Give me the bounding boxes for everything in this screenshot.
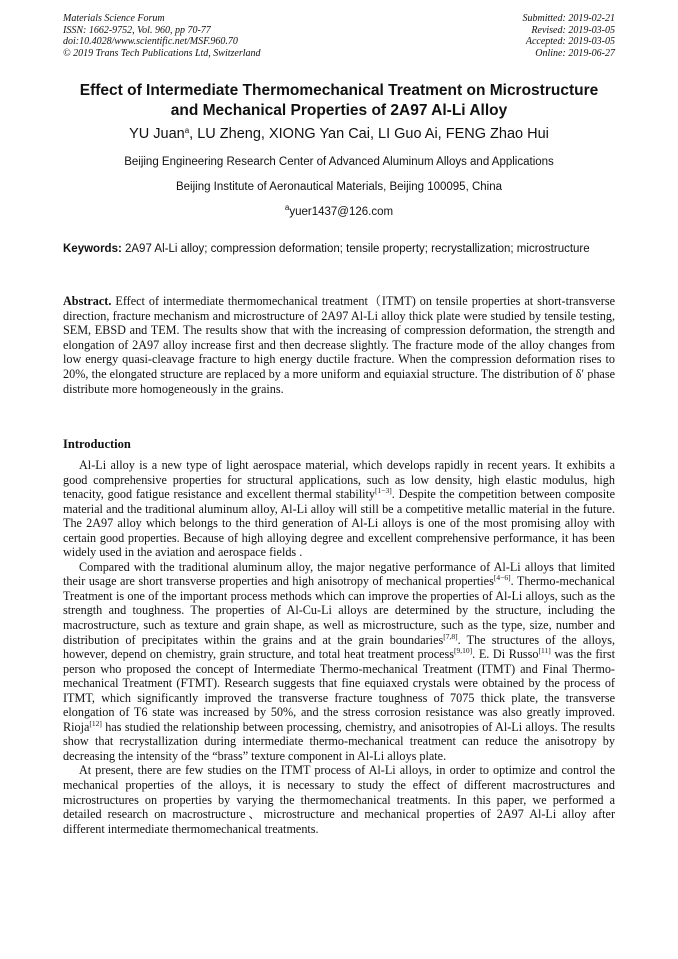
- abstract-text: Effect of intermediate thermomechanical treatment（ITMT) on tensile properties at short-transverse direction, fracture mechanism and microstructure of 2A97 Al-Li alloy thick plate were studied by tensile testing, SEM, EBSD and TEM. The results show that with the increasing of compression deformation, the strength and elongation of 2A97 alloy increase first and then decrease slightly. The fracture mode of the alloy changes from low energy quasi-cleavage fracture to high energy ductile fracture. When the compression deformation rises to 20%, the elongated structure are replaced by a more uniform and equiaxial structure. The distribution of δ′ phase distribute more homogeneously in the grains.: [63, 294, 615, 396]
- journal-info: [63, 13, 261, 59]
- journal-issn: ISSN: 1662-9752, Vol. 960, pp 70-77: [63, 24, 211, 36]
- title-line-1: Effect of Intermediate Thermomechanical Treatment on Microstructure: [79, 82, 599, 99]
- author-rest: , LU Zheng, XIONG Yan Cai, LI Guo Ai, FENG Zhao Hui: [189, 126, 549, 142]
- date-online: Online: 2019-06-27: [535, 47, 615, 59]
- date-accepted: Accepted: 2019-03-05: [525, 36, 615, 47]
- citation-7-8: [7,8]: [443, 631, 458, 641]
- citation-11: [11]: [538, 646, 551, 656]
- title-line-2: and Mechanical Properties of 2A97 Al-Li Alloy: [170, 102, 508, 119]
- journal-copyright: © 2019 Trans Tech Publications Ltd, Switzerland: [63, 47, 261, 59]
- author-first: YU Juan: [129, 126, 185, 142]
- date-submitted: Submitted: 2019-02-21: [522, 13, 615, 24]
- abstract: [63, 294, 615, 396]
- affiliation-1: Beijing Engineering Research Center of Advanced Aluminum Alloys and Applications: [124, 156, 554, 168]
- citation-1-3: [1−3]: [375, 486, 392, 496]
- abstract-label: Abstract.: [63, 294, 112, 308]
- email-sup: a: [284, 203, 290, 212]
- date-revised: Revised: 2019-03-05: [531, 24, 615, 36]
- keywords-label: Keywords:: [63, 243, 122, 255]
- journal-name: Materials Science Forum: [63, 13, 165, 24]
- citation-9-10: [9,10]: [454, 646, 473, 656]
- intro-paragraph-3: At present, there are few studies on the ITMT process of Al-Li alloys, in order to optimize and control the mechanical properties of the alloys, it is necessary to study the effect of different macrostructures and microstructures on properties by varying the thermomechanical treatments. In this paper, we performed a detailed research on macrostructure、microstructure and mechanical properties of 2A97 Al-Li alloy after different intermediate thermomechanical treatments.: [63, 763, 615, 836]
- p2-text-e: was the first person who proposed the concept of Intermediate Thermo-mechanical Treatment (ITMT) and Final Thermo-mechanical Treatment (FTMT). Research suggests that fine equiaxed crystals were obtained by the process of ITMT, which significantly improved the transverse fracture toughness of 7075 thick plate, the transverse elongation of T6 state was increased by 50%, and the stress corrosion resistance was also greatly improved. Rioja: [63, 647, 615, 734]
- email-address: yuer1437@126.com: [289, 206, 394, 218]
- p2-text-a: Compared with the traditional aluminum alloy, the major negative performance of Al-Li alloys that limited their usage are short transverse properties and high anisotropy of mechanical properties: [63, 559, 615, 589]
- affiliation-2: Beijing Institute of Aeronautical Materials, Beijing 100095, China: [175, 181, 503, 193]
- journal-doi: doi:10.4028/www.scientific.net/MSF.960.70: [63, 36, 238, 47]
- p2-text-c: . The structures of the alloys, however, depend on chemistry, grain structure, and total heat treatment process: [63, 632, 615, 662]
- author-list: [40, 125, 638, 143]
- publication-dates: [523, 13, 616, 59]
- p2-text-b: . Thermo-mechanical Treatment is one of the important process methods which can improve the properties of Al-Li alloys, such as the strength and toughness. The properties of Al-Cu-Li alloys are determined by the structure, including the macrostructure, such as texture and grain shape, as well as microstructure, such as the type, size, number and distribution of precipitates within the grains and at the grain boundaries: [63, 574, 616, 647]
- section-heading-introduction: Introduction: [63, 437, 131, 451]
- intro-paragraph-1: [63, 458, 615, 560]
- p1-text-a: Al-Li alloy is a new type of light aerospace material, which develops rapidly in recent years. It exhibits a good comprehensive properties for structural applications, such as low density, high elastic modulus, high tenacity, good fatigue resistance and excellent thermal stability: [63, 458, 615, 502]
- author-email: [40, 205, 638, 219]
- p2-text-d: . E. Di Russo: [472, 647, 539, 662]
- paper-title: [40, 81, 638, 121]
- citation-4-6: [4−6]: [493, 573, 511, 583]
- p1-text-b: . Despite the competition between composite material and the traditional aluminum alloy, Al-Li alloy will still be a competitive metallic material in the future. The 2A97 alloy which belongs to the third generation of Al-Li alloys is one of the most promising alloy with certain good properties. Because of high alloying degree and excellent comprehensive performance, it has been widely used in the aviation and aerospace fields .: [63, 487, 615, 560]
- keywords-text: 2A97 Al-Li alloy; compression deformation; tensile property; recrystallization; microstructure: [121, 243, 590, 255]
- intro-paragraph-2: [63, 560, 615, 764]
- p2-text-f: has studied the relationship between processing, chemistry, and anisotropies of Al-Li alloys. The results show that recrystallization during intermediate thermo-mechanical treatment can reduce the anisotropy by decreasing the intensity of the “brass” texture component in Al-Li alloys plate.: [63, 719, 615, 763]
- author-first-sup: a: [184, 126, 190, 135]
- citation-12: [12]: [89, 718, 102, 728]
- keywords: [63, 242, 615, 257]
- introduction-body: [63, 458, 615, 836]
